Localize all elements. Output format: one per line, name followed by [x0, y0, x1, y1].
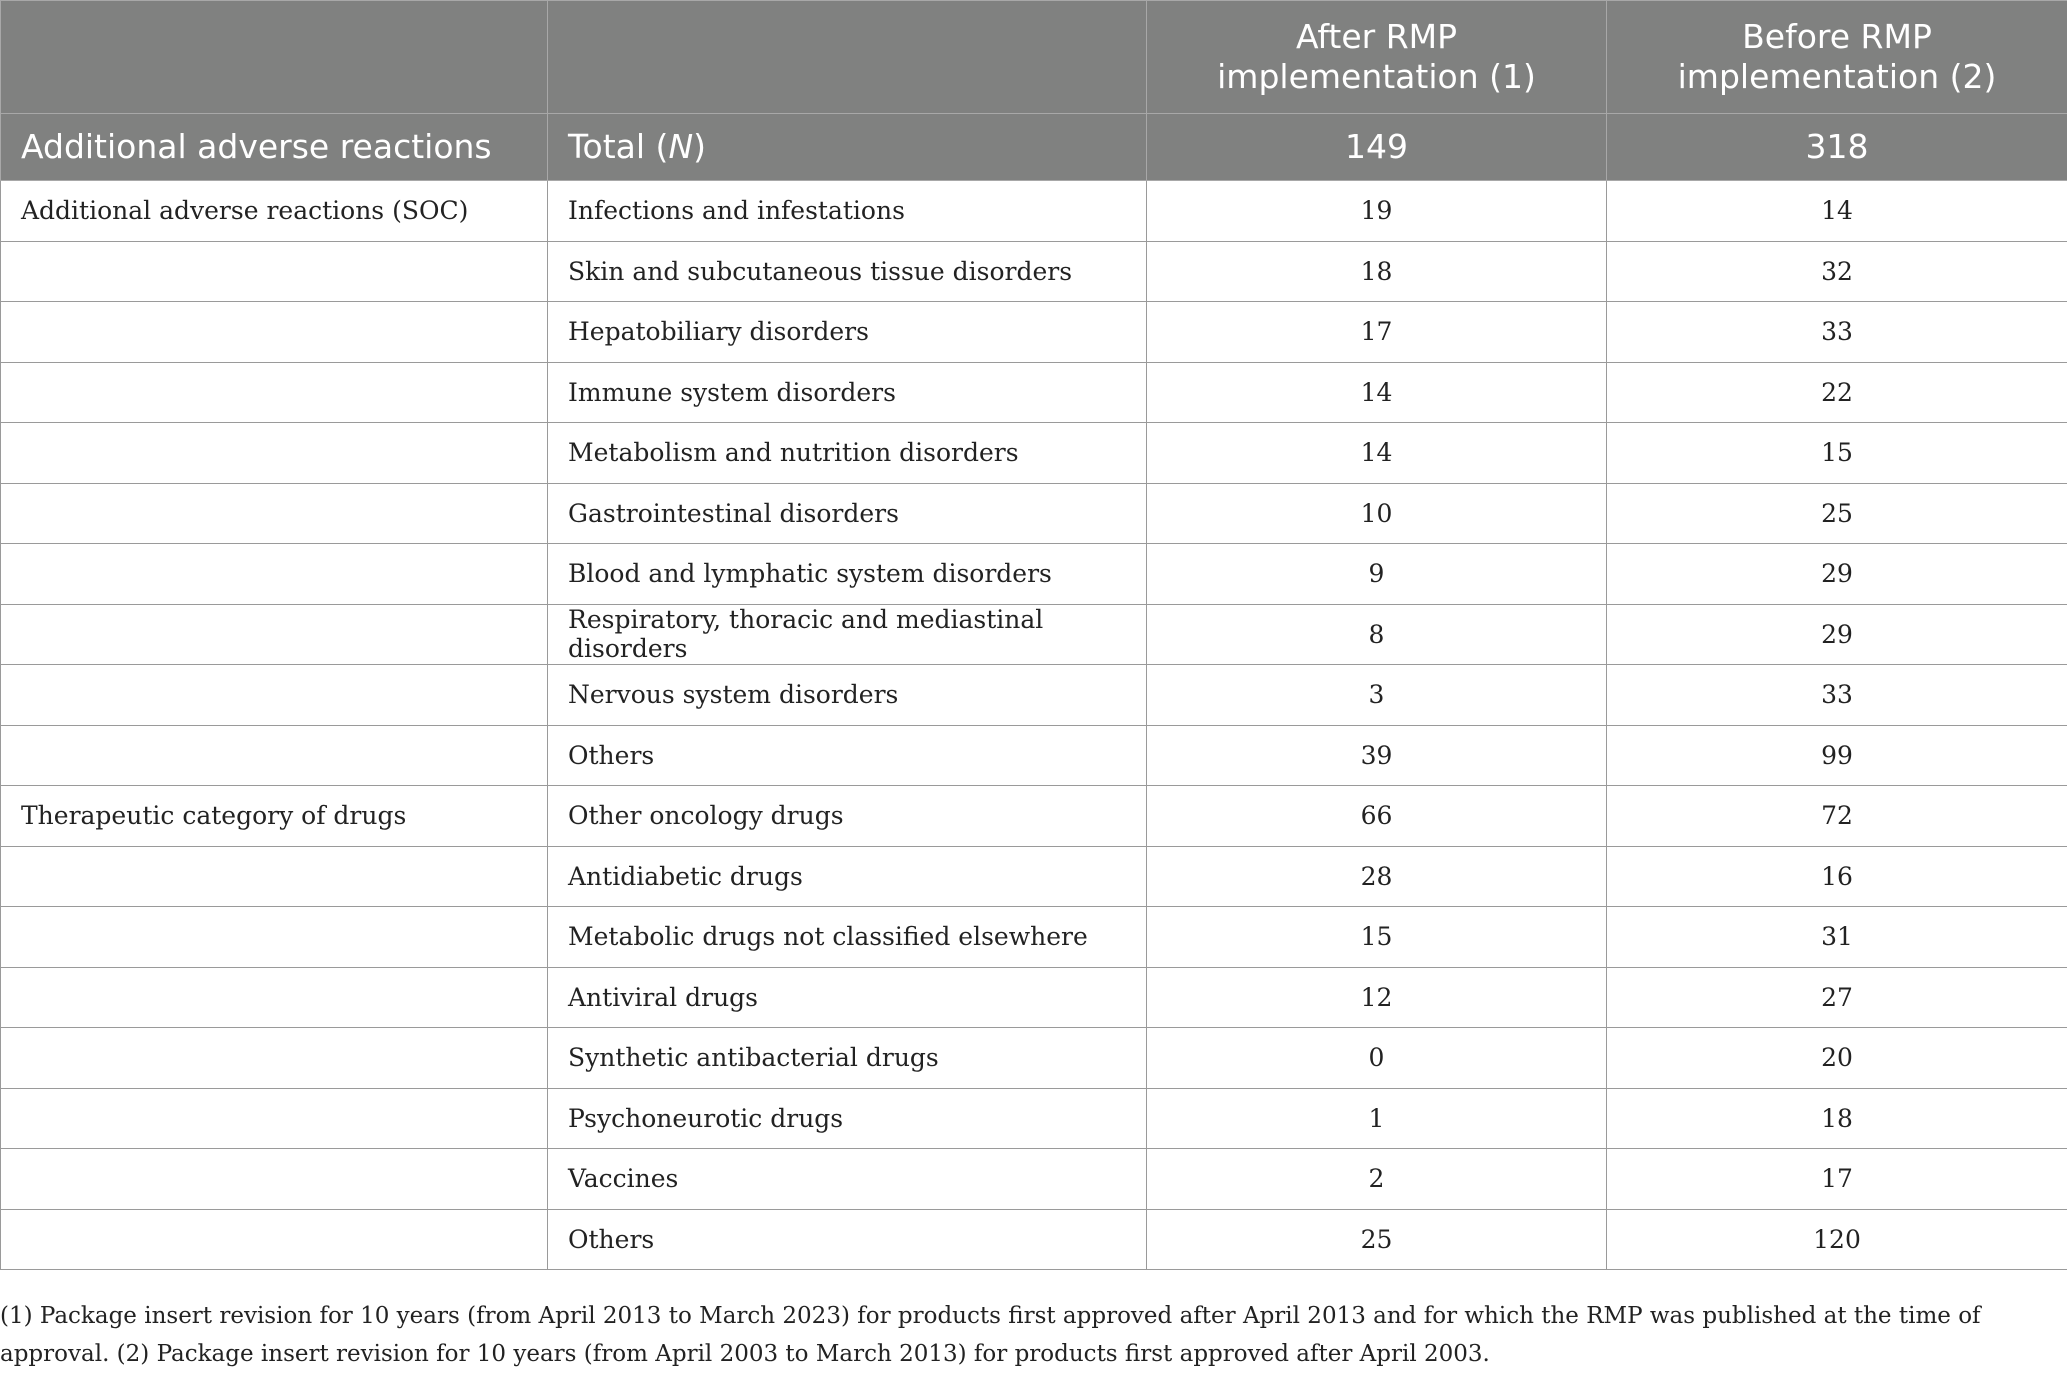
after-rmp-cell: 3: [1147, 665, 1607, 726]
category-cell: Immune system disorders: [548, 362, 1147, 423]
table-row: [1, 1028, 2067, 1089]
after-rmp-cell: 1: [1147, 1088, 1607, 1149]
group-cell: [1, 725, 548, 786]
table-row: [1, 423, 2067, 484]
table-row: [1, 907, 2067, 968]
group-cell: Therapeutic category of drugs: [1, 786, 548, 847]
group-cell: [1, 544, 548, 605]
table-row: [1, 483, 2067, 544]
category-cell: Metabolism and nutrition disorders: [548, 423, 1147, 484]
before-rmp-cell: 25: [1607, 483, 2067, 544]
table-row: [1, 846, 2067, 907]
group-cell: [1, 302, 548, 363]
before-rmp-cell: 120: [1607, 1209, 2067, 1270]
table-header: [1, 1, 2067, 181]
category-cell: Synthetic antibacterial drugs: [548, 1028, 1147, 1089]
table-body: [1, 181, 2067, 1270]
category-cell: Others: [548, 1209, 1147, 1270]
group-cell: [1, 665, 548, 726]
after-rmp-cell: 39: [1147, 725, 1607, 786]
after-rmp-cell: 8: [1147, 604, 1607, 665]
category-cell: Antiviral drugs: [548, 967, 1147, 1028]
header-total-label: Total (N): [548, 114, 1147, 181]
group-cell: [1, 423, 548, 484]
before-rmp-cell: 16: [1607, 846, 2067, 907]
before-rmp-cell: 15: [1607, 423, 2067, 484]
table-row: [1, 362, 2067, 423]
group-cell: [1, 1028, 548, 1089]
group-cell: [1, 1149, 548, 1210]
table-row: [1, 1209, 2067, 1270]
after-rmp-cell: 25: [1147, 1209, 1607, 1270]
before-rmp-cell: 29: [1607, 604, 2067, 665]
header-row-1: [1, 1, 2067, 114]
category-cell: Respiratory, thoracic and mediastinal disorders: [548, 604, 1147, 665]
category-cell: Antidiabetic drugs: [548, 846, 1147, 907]
category-cell: Gastrointestinal disorders: [548, 483, 1147, 544]
before-rmp-cell: 14: [1607, 181, 2067, 242]
after-rmp-cell: 12: [1147, 967, 1607, 1028]
group-cell: [1, 1209, 548, 1270]
before-rmp-cell: 32: [1607, 241, 2067, 302]
header-additional-adverse-reactions: Additional adverse reactions: [1, 114, 548, 181]
table-footnote: (1) Package insert revision for 10 years (from April 2013 to March 2023) for products first approved after April 2013 and for which the RMP was published at the time of approval. (2) Package insert revision for 10 years (from April 2003 to March 2013) for products first approved after April 2003.: [0, 1303, 1981, 1367]
category-cell: Other oncology drugs: [548, 786, 1147, 847]
before-rmp-cell: 29: [1607, 544, 2067, 605]
table-row: [1, 181, 2067, 242]
table-row: [1, 302, 2067, 363]
table-row: [1, 967, 2067, 1028]
before-rmp-cell: 31: [1607, 907, 2067, 968]
before-rmp-cell: 99: [1607, 725, 2067, 786]
group-cell: [1, 967, 548, 1028]
before-rmp-cell: 33: [1607, 665, 2067, 726]
after-rmp-cell: 2: [1147, 1149, 1607, 1210]
category-cell: Vaccines: [548, 1149, 1147, 1210]
group-cell: [1, 483, 548, 544]
before-rmp-cell: 18: [1607, 1088, 2067, 1149]
group-cell: [1, 362, 548, 423]
group-cell: [1, 604, 548, 665]
after-rmp-cell: 18: [1147, 241, 1607, 302]
category-cell: Others: [548, 725, 1147, 786]
after-rmp-cell: 14: [1147, 423, 1607, 484]
after-rmp-cell: 14: [1147, 362, 1607, 423]
before-rmp-cell: 72: [1607, 786, 2067, 847]
header-row-2: [1, 114, 2067, 181]
before-rmp-cell: 17: [1607, 1149, 2067, 1210]
group-cell: [1, 907, 548, 968]
category-cell: Blood and lymphatic system disorders: [548, 544, 1147, 605]
header-total-after: 149: [1147, 114, 1607, 181]
table-row: [1, 241, 2067, 302]
before-rmp-cell: 22: [1607, 362, 2067, 423]
after-rmp-cell: 9: [1147, 544, 1607, 605]
category-cell: Nervous system disorders: [548, 665, 1147, 726]
table-row: [1, 725, 2067, 786]
table-row: [1, 1149, 2067, 1210]
after-rmp-cell: 66: [1147, 786, 1607, 847]
table-row: [1, 1088, 2067, 1149]
group-cell: Additional adverse reactions (SOC): [1, 181, 548, 242]
header-empty-cell-1: [1, 1, 548, 114]
after-rmp-cell: 10: [1147, 483, 1607, 544]
table-row: [1, 544, 2067, 605]
table-row: [1, 786, 2067, 847]
after-rmp-cell: 17: [1147, 302, 1607, 363]
before-rmp-cell: 20: [1607, 1028, 2067, 1089]
table-row: [1, 665, 2067, 726]
category-cell: Infections and infestations: [548, 181, 1147, 242]
group-cell: [1, 1088, 548, 1149]
category-cell: Hepatobiliary disorders: [548, 302, 1147, 363]
category-cell: Metabolic drugs not classified elsewhere: [548, 907, 1147, 968]
header-total-before: 318: [1607, 114, 2067, 181]
table-row: [1, 604, 2067, 665]
before-rmp-cell: 27: [1607, 967, 2067, 1028]
group-cell: [1, 241, 548, 302]
before-rmp-cell: 33: [1607, 302, 2067, 363]
after-rmp-cell: 15: [1147, 907, 1607, 968]
total-n-symbol: N: [668, 127, 694, 166]
header-before-rmp: Before RMP implementation (2): [1607, 1, 2067, 114]
category-cell: Skin and subcutaneous tissue disorders: [548, 241, 1147, 302]
after-rmp-cell: 19: [1147, 181, 1607, 242]
header-after-rmp: After RMP implementation (1): [1147, 1, 1607, 114]
header-empty-cell-2: [548, 1, 1147, 114]
category-cell: Psychoneurotic drugs: [548, 1088, 1147, 1149]
after-rmp-cell: 28: [1147, 846, 1607, 907]
group-cell: [1, 846, 548, 907]
after-rmp-cell: 0: [1147, 1028, 1607, 1089]
